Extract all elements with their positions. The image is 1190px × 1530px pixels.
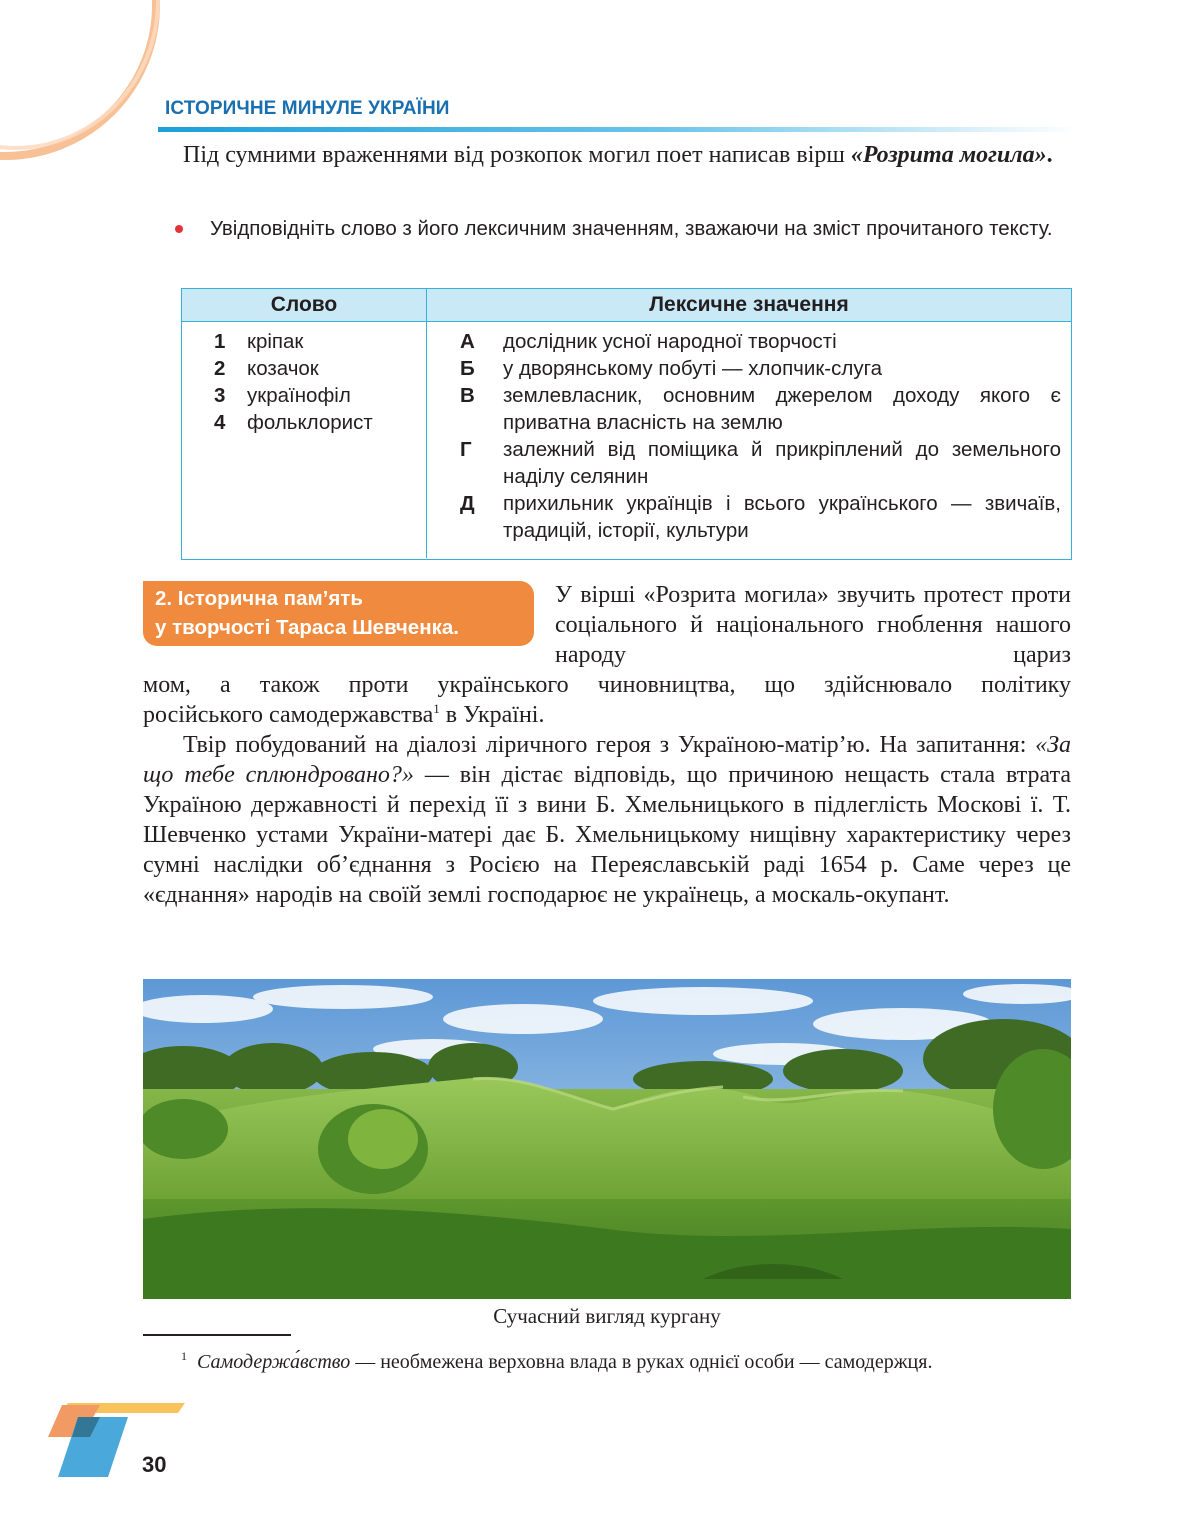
meaning-item [460, 490, 1061, 544]
footnote-rule [143, 1334, 291, 1336]
table-body [182, 322, 1071, 558]
meaning-letter: Д [460, 492, 475, 515]
dialogue-quote: «За що тебе сплюндровано?» [143, 732, 1071, 788]
word-number: 3 [214, 384, 226, 407]
bullet-dot-icon [175, 225, 183, 233]
dialogue-paragraph [143, 730, 1071, 910]
footnote [143, 1348, 1071, 1376]
continuation-line2-text: російського самодержавства [143, 702, 434, 728]
photo-caption: Сучасний вигляд кургану [493, 1304, 721, 1328]
section-heading-badge [143, 581, 534, 646]
word-number: 4 [214, 411, 226, 434]
kurgan-photo [143, 979, 1071, 1299]
meaning-text: землевласник, основним джерелом доходу якого є приватна власність на землю [503, 384, 1061, 434]
word-text: козачок [247, 357, 319, 380]
continuation-line1: мом, а також проти українського чиновництва, що здійснювало політику [143, 672, 1071, 698]
meaning-letter: Г [460, 438, 472, 461]
word-item [214, 382, 426, 409]
matching-table [181, 288, 1072, 560]
word-text: кріпак [247, 330, 304, 353]
table-header-word: Слово [182, 289, 427, 321]
poem-title: «Розрита могила» [850, 142, 1047, 168]
word-item [214, 355, 426, 382]
section-heading-line2: у творчості Тараса Шевченка. [155, 616, 459, 639]
word-item [214, 328, 426, 355]
dialogue-text-1: Твір побудований на діалозі ліричного героя з Україною-матір’ю. На запитання: [183, 732, 1036, 758]
meaning-letter: В [460, 384, 475, 407]
word-number: 1 [214, 330, 226, 353]
table-header-meaning: Лексичне значення [649, 293, 849, 316]
word-number: 2 [214, 357, 226, 380]
words-column [182, 322, 427, 558]
continuation-line2-end: в Україні. [439, 702, 545, 728]
meaning-text: дослідник усної народної творчості [503, 330, 837, 353]
meaning-item [460, 355, 1061, 382]
meaning-text: у дворянському побуті — хлопчик-слуга [503, 357, 882, 380]
meaning-letter: А [460, 330, 475, 353]
section-continuation [143, 670, 1071, 730]
landscape-illustration [143, 979, 1071, 1299]
table-header-row [182, 289, 1071, 322]
page-corner-decoration [0, 1395, 200, 1495]
word-text: фольклорист [247, 411, 373, 434]
meaning-item [460, 436, 1061, 490]
intro-end: . [1046, 142, 1053, 168]
footnote-term: Самодержа́вство [197, 1351, 351, 1373]
meaning-text: прихильник українців і всього українського — звичаїв, традицій, історії, культури [503, 492, 1061, 542]
footnote-ref: 1 [433, 701, 440, 716]
intro-text: Під сумними враженнями від розкопок могил поет написав вірш [183, 142, 851, 168]
header-rule [158, 127, 1078, 132]
section-heading-line1: 2. Історична пам’ять [155, 587, 363, 610]
page-number: 30 [142, 1452, 167, 1477]
word-item [214, 409, 426, 436]
running-header: ІСТОРИЧНЕ МИНУЛЕ УКРАЇНИ [165, 98, 450, 119]
task-bullet [175, 215, 1071, 242]
meaning-text: залежний від поміщика й прикріплений до земельного наділу селянин [503, 438, 1061, 488]
intro-paragraph [143, 140, 1071, 170]
word-text: українофіл [247, 384, 351, 407]
continuation-line2 [143, 700, 1071, 730]
meanings-column [427, 322, 1071, 558]
footnote-marker: 1 [181, 1349, 187, 1364]
dialogue-text-2: — він дістає відповідь, що причиною нещасть стала втрата Україною державності й перехід її з вини Б. Хмельницького в підлеглість Москові ї. Т. Шевченко устами України-матері дає Б. Хмельницькому нищівну характеристику через сумні наслідки об’єднання з Росією на Переяславській раді 1654 р. Саме через це «єднання» народів на своїй землі господарює не українець, а москаль-окупант. [143, 762, 1072, 908]
decorative-circle-inner [0, 0, 160, 150]
section-wrap-text: У вірші «Розрита могила» звучить протест проти соціального й національного гноблення нашого народу цариз [555, 582, 1071, 668]
meaning-item [460, 328, 1061, 355]
meaning-item [460, 382, 1061, 436]
meaning-letter: Б [460, 357, 475, 380]
decorative-circle [0, 0, 160, 160]
task-text: Увідповідніть слово з його лексичним значенням, зважаючи на зміст прочитаного тексту. [210, 217, 1053, 240]
footnote-definition: — необмежена верховна влада в руках однієї особи — самодержця. [350, 1351, 933, 1373]
